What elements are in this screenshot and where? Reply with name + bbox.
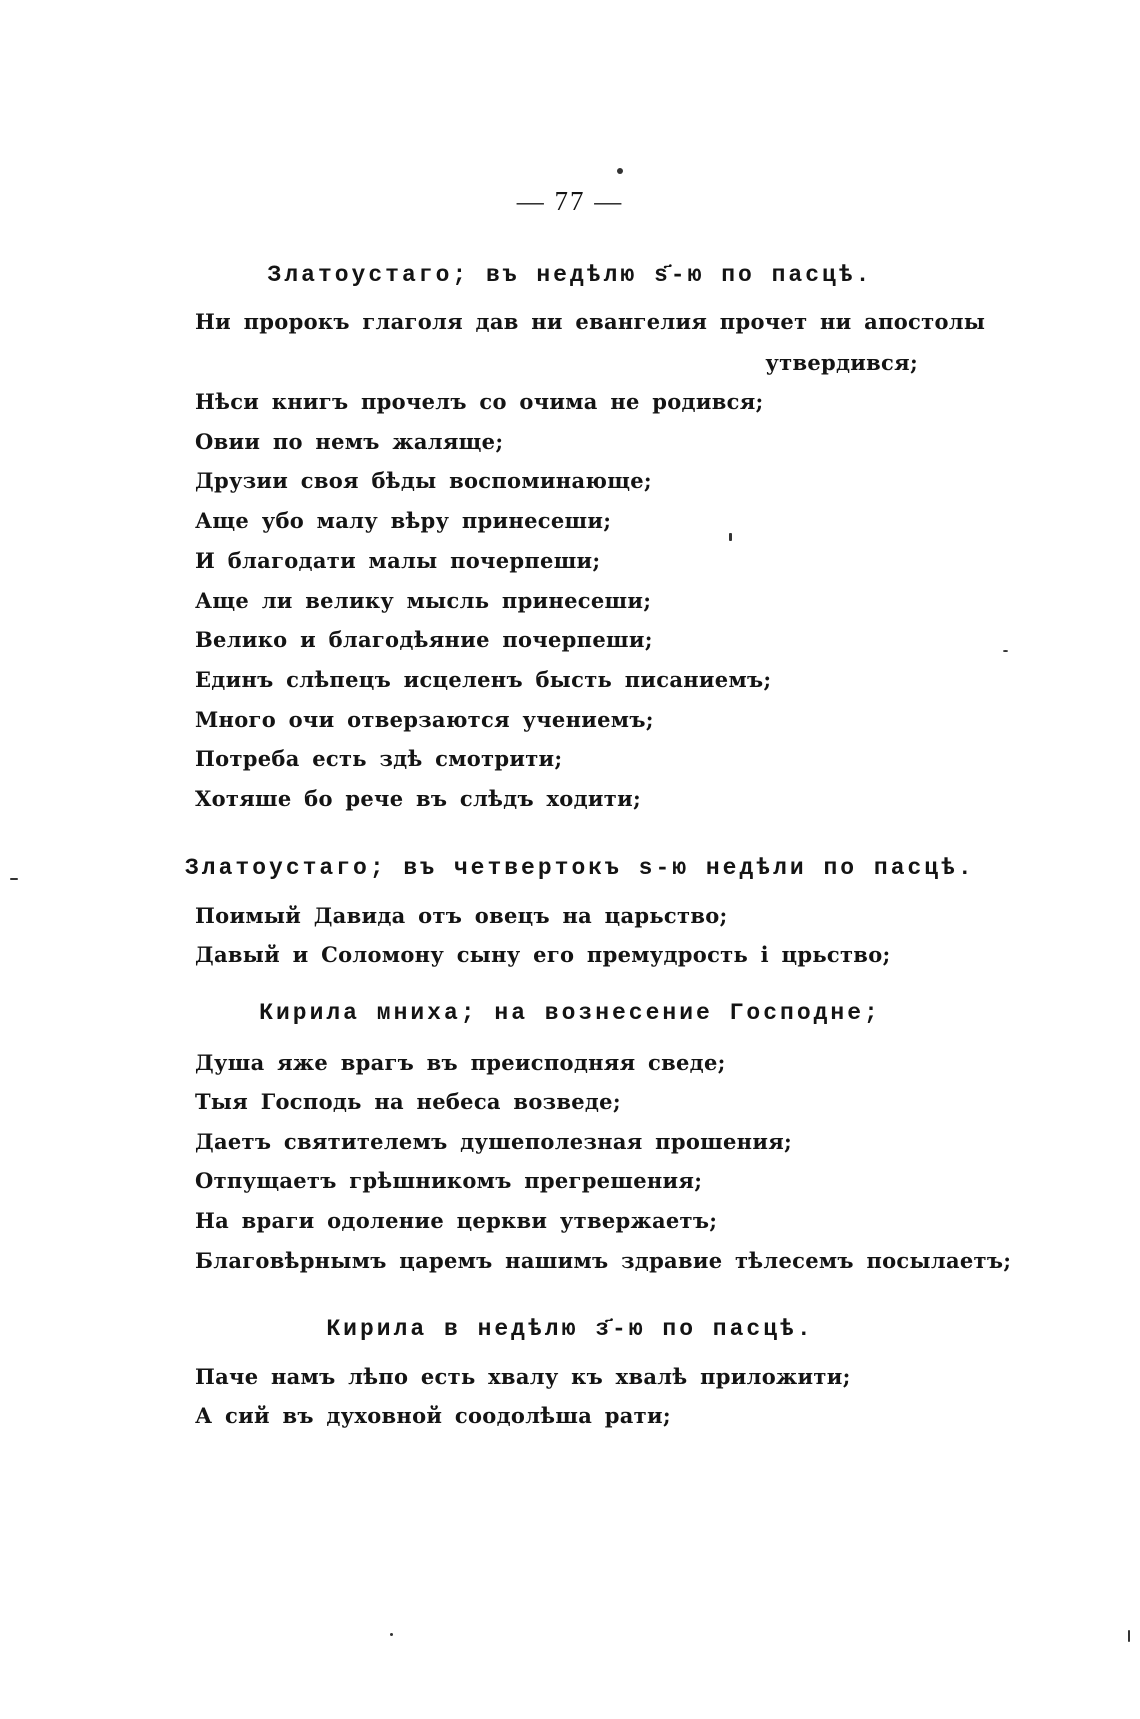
poem-line: Потреба есть здѣ смотрити; [195, 746, 563, 771]
poem-line: Тыя Господь на небеса возведе; [195, 1089, 621, 1114]
scan-speck [729, 533, 732, 541]
poem-line: И благодати малы почерпеши; [195, 548, 601, 573]
section-heading-3: Кирила мниха; на вознесение Господне; [259, 1000, 881, 1026]
page-number: — 77 — [516, 186, 624, 216]
poem-line: Паче намъ лѣпо есть хвалу къ хвалѣ приложити; [195, 1364, 851, 1389]
section-heading-1: Златоустаго; въ недѣлю ѕ҃-ю по пасцѣ. [267, 262, 873, 288]
poem-line: Душа яже врагъ въ преисподняя сведе; [195, 1050, 726, 1075]
poem-line: Велико и благодѣяние почерпеши; [195, 627, 653, 652]
poem-line: Друзии своя бѣды воспоминающе; [195, 468, 652, 493]
poem-line-continuation: утвердився; [765, 350, 918, 375]
poem-line: Поимый Давида отъ овецъ на царьство; [195, 903, 728, 928]
scan-speck [617, 168, 623, 174]
poem-line: Аще убо малу вѣру принесеши; [195, 508, 612, 533]
poem-line: Благовѣрнымъ царемъ нашимъ здравие тѣлесемъ посылаетъ; [195, 1248, 1012, 1273]
scan-speck [390, 1633, 393, 1636]
poem-line: Нѣси книгъ прочелъ со очима не родився; [195, 389, 764, 414]
poem-line: Ни пророкъ глаголя дав ни евангелия прочет ни апостолы [195, 309, 986, 334]
section-heading-2: Златоустаго; въ четвертокъ ѕ-ю недѣли по пасцѣ. [185, 855, 975, 881]
poem-line: Овии по немъ жаляще; [195, 429, 504, 454]
scan-speck [1128, 1630, 1130, 1642]
poem-line: Много очи отверзаются учениемъ; [195, 707, 654, 732]
poem-line: Единъ слѣпецъ исцеленъ бысть писаниемъ; [195, 667, 772, 692]
poem-line: Даетъ святителемъ душеполезная прошения; [195, 1129, 793, 1154]
poem-line: На враги одоление церкви утвержаетъ; [195, 1208, 718, 1233]
scan-speck [10, 878, 18, 880]
section-heading-4: Кирила в недѣлю з҃-ю по пасцѣ. [326, 1316, 814, 1342]
poem-line: Хотяше бо рече въ слѣдъ ходити; [195, 786, 642, 811]
poem-line: А сий въ духовной соодолѣша рати; [195, 1403, 671, 1428]
scan-speck [1003, 650, 1008, 652]
poem-line: Аще ли велику мысль принесеши; [195, 588, 652, 613]
poem-line: Отпущаетъ грѣшникомъ прегрешения; [195, 1168, 703, 1193]
poem-line: Давый и Соломону сыну его премудрость і црьство; [195, 942, 891, 967]
